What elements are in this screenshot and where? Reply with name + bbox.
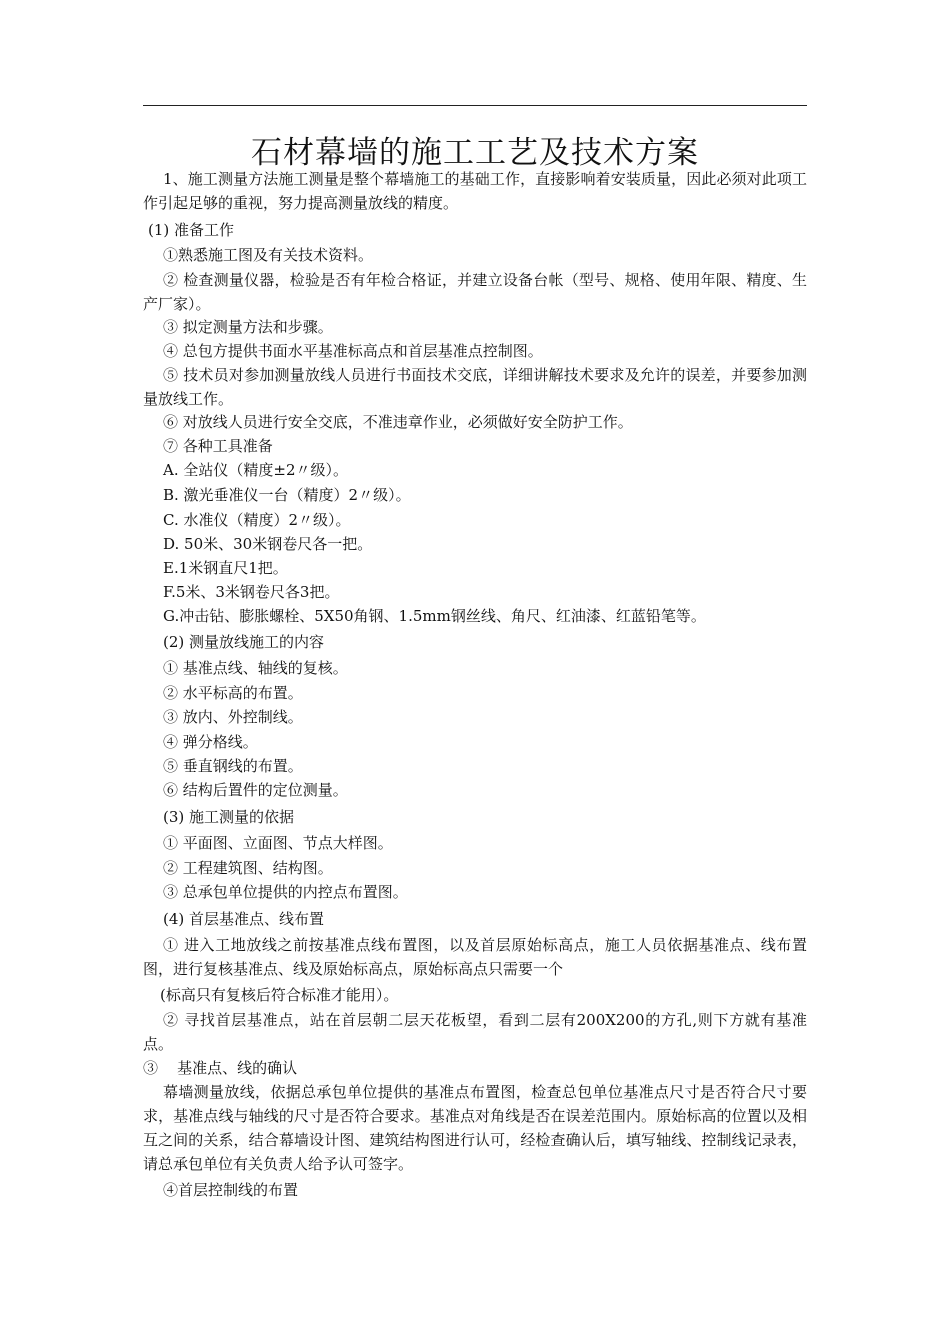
list-item: ② 水平标高的布置。: [163, 684, 303, 702]
list-item: ⑦ 各种工具准备: [163, 437, 273, 455]
list-item: ①熟悉施工图及有关技术资料。: [163, 246, 374, 264]
list-item: G.冲击钻、膨胀螺栓、5X50角钢、1.5mm钢丝线、角尺、红油漆、红蓝铅笔等。: [163, 607, 706, 625]
list-item: C. 水准仪（精度）2〃级）。: [163, 511, 351, 529]
list-item: B. 激光垂准仪一台（精度）2〃级）。: [163, 486, 411, 504]
list-item: ⑥ 对放线人员进行安全交底，不准违章作业，必须做好安全防护工作。: [163, 413, 633, 431]
list-item: ① 基准点线、轴线的复核。: [163, 659, 348, 677]
list-item: ③ 总承包单位提供的内控点布置图。: [163, 883, 408, 901]
list-item: ⑤ 垂直钢线的布置。: [163, 757, 303, 775]
list-item: ③ 放内、外控制线。: [163, 708, 303, 726]
list-item: ④ 弹分格线。: [163, 733, 258, 751]
list-item: D. 50米、30米钢卷尺各一把。: [163, 535, 373, 553]
list-item: ① 进入工地放线之前按基准点线布置图，以及首层原始标高点，施工人员依据基准点、线布置图，进行复核基准点、线及原始标高点，原始标高点只需要一个: [143, 936, 807, 978]
list-item: F.5米、3米钢卷尺各3把。: [163, 583, 340, 601]
list-item: ② 寻找首层基准点，站在首层朝二层天花板望，看到二层有200X200的方孔,则下方就有基准点。: [143, 1011, 807, 1053]
paragraph: 幕墙测量放线，依据总承包单位提供的基准点布置图，检查总包单位基准点尺寸是否符合尺寸要求，基准点线与轴线的尺寸是否符合要求。基准点对角线是否在误差范围内。原始标高的位置以及相互之间的关系，结合幕墙设计图、建筑结构图进行认可，经检查确认后，填写轴线、控制线记录表，请总承包单位有关负责人给予认可签字。: [143, 1083, 807, 1173]
list-item: ⑥ 结构后置件的定位测量。: [163, 781, 348, 799]
page-title: 石材幕墙的施工工艺及技术方案: [251, 134, 699, 171]
list-item: ② 检查测量仪器，检验是否有年检合格证，并建立设备台帐（型号、规格、使用年限、精度、生产厂家）。: [143, 271, 807, 313]
list-item: ④首层控制线的布置: [163, 1181, 299, 1199]
list-item: A. 全站仪（精度±2〃级）。: [163, 461, 348, 479]
list-item: ⑤ 技术员对参加测量放线人员进行书面技术交底，详细讲解技术要求及允许的误差，并要参加测量放线工作。: [143, 366, 807, 408]
list-item: ① 平面图、立面图、节点大样图。: [163, 834, 393, 852]
list-item: E.1米钢直尺1把。: [163, 559, 288, 577]
list-item: ③ 拟定测量方法和步骤。: [163, 318, 333, 336]
list-item: ② 工程建筑图、结构图。: [163, 859, 333, 877]
section-heading: (1) 准备工作: [148, 221, 235, 239]
paragraph: 1、施工测量方法施工测量是整个幕墙施工的基础工作，直接影响着安装质量，因此必须对此项工作引起足够的重视，努力提高测量放线的精度。: [143, 170, 807, 212]
section-heading: ③ 基准点、线的确认: [143, 1059, 298, 1077]
section-heading: (2) 测量放线施工的内容: [163, 633, 325, 651]
section-heading: (4) 首层基准点、线布置: [163, 910, 325, 928]
list-item: ④ 总包方提供书面水平基准标高点和首层基准点控制图。: [163, 342, 543, 360]
header-rule: [143, 105, 807, 106]
section-heading: (3) 施工测量的依据: [163, 808, 295, 826]
list-item: (标高只有复核后符合标准才能用）。: [160, 986, 399, 1004]
